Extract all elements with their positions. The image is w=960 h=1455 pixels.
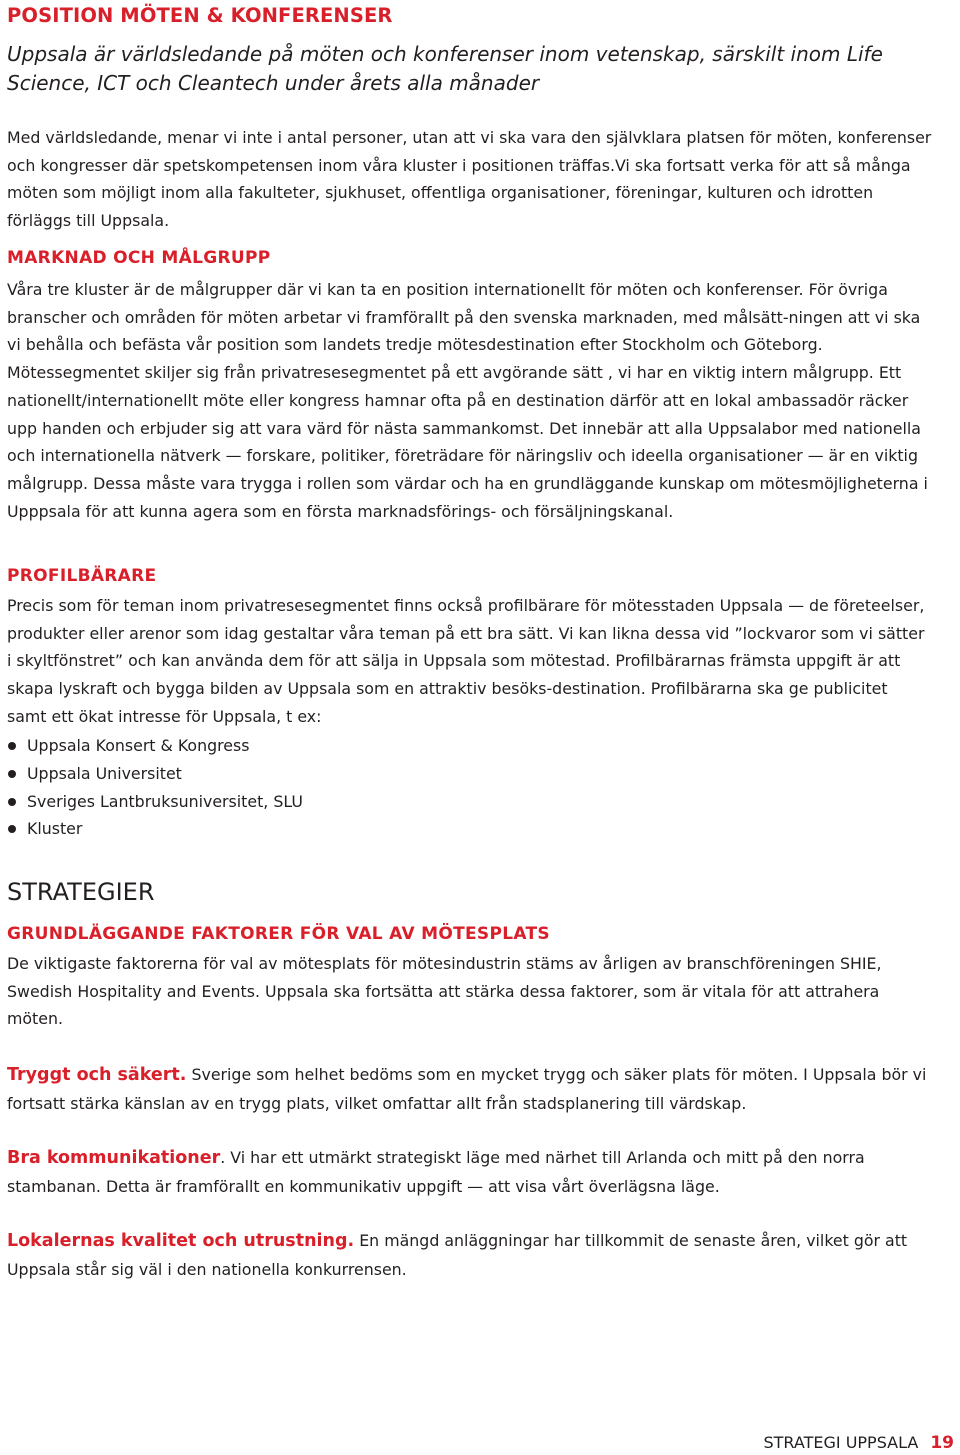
page-heading: POSITION MÖTEN & KONFERENSER [7,4,393,27]
bullet-icon [8,825,16,833]
bullet-icon [8,798,16,806]
factor-safety: Tryggt och säkert. Sverige som helhet bedöms som en mycket trygg och säker plats för möten. I Uppsala bör vi fortsatt stärka känslan av en trygg plats, vilket omfattar allt från stadsplanering till värdskap. [7,1065,927,1113]
factor-communications-title: Bra kommunikationer [7,1148,221,1168]
page-number: 19 [930,1433,954,1453]
footer-label: STRATEGI UPPSALA [763,1433,919,1452]
intro-paragraph: Med världsledande, menar vi inte i antal personer, utan att vi ska vara den självklara platsen för möten, konferenser och kongresser där spetskompetensen inom våra kluster i positionen träffas.Vi ska fortsatt verka för att så många möten som möjligt inom alla fakulteter, sjukhuset, offentliga organisationer, föreningar, kulturen och idrotten förläggs till Uppsala. [7,128,932,231]
list-item: Uppsala Universitet [7,760,303,788]
profile-paragraph: Precis som för teman inom privatresesegmentet finns också profilbärare för mötesstaden Uppsala — de företeelser, produkter eller arenor som idag gestaltar våra teman på ett bra sätt. Vi kan likna dessa vid ”lockvaror som vi sätter i skyltfönstret” och kan använda dem för att sälja in Uppsala som mötestad. Profilbärarnas främsta uppgift är att skapa lyskraft och bygga bilden av Uppsala som en attraktiv besöks-destination. Profilbärarna ska ge publicitet samt ett ökat intresse för Uppsala, t ex: [7,596,925,726]
bullet-icon [8,742,16,750]
strategies-subheading: GRUNDLÄGGANDE FAKTORER FÖR VAL AV MÖTESPLATS [7,924,550,944]
profile-bullet-list [7,732,303,843]
page-footer [764,1433,955,1453]
intro-lead: Uppsala är världsledande på möten och konferenser inom vetenskap, särskilt inom Life Science, ICT och Cleantech under årets alla månader [7,42,883,95]
strategies-paragraph: De viktigaste faktorerna för val av mötesplats för mötesindustrin stäms av årligen av branschföreningen SHIE, Swedish Hospitality and Events. Uppsala ska fortsätta att stärka dessa faktorer, som är vitala för att attrahera möten. [7,954,882,1029]
market-paragraph: Våra tre kluster är de målgrupper där vi kan ta en position internationellt för möten och konferenser. För övriga branscher och områden för möten arbetar vi framförallt på den svenska marknaden, med målsätt-ningen att vi ska vi behålla och befästa vår position som landets tredje mötesdestination efter Stockholm och Göteborg. Mötessegmentet skiljer sig från privatresesegmentet på ett avgörande sätt , vi har en viktig intern målgrupp. Ett nationellt/internationellt möte eller kongress hamnar ofta på en destination därför att en lokal ambassadör räcker upp handen och erbjuder sig att vara värd för nästa sammankomst. Det innebär att alla Uppsalabor med nationella och internationella nätverk — forskare, politiker, företrädare för näringsliv och ideella organisationer — är en viktig målgrupp. Dessa måste vara trygga i rollen som värdar och ha en grundläggande kunskap om mötesmöjligheterna i Upppsala för att kunna agera som en första marknadsförings- och försäljningskanal. [7,280,928,521]
factor-communications: Bra kommunikationer. Vi har ett utmärkt strategiskt läge med närhet till Arlanda och mitt på den norra stambanan. Detta är framförallt en kommunikativ uppgift — att visa vårt överlägsna läge. [7,1148,865,1196]
factor-venues-title: Lokalernas kvalitet och utrustning. [7,1231,355,1251]
strategies-heading: STRATEGIER [7,878,155,906]
profile-heading: PROFILBÄRARE [7,566,157,586]
bullet-icon [8,770,16,778]
factor-venues: Lokalernas kvalitet och utrustning. En mängd anläggningar har tillkommit de senaste åren, vilket gör att Uppsala står sig väl i den nationella konkurrensen. [7,1231,908,1279]
market-heading: MARKNAD OCH MÅLGRUPP [7,248,271,268]
list-item: Sveriges Lantbruksuniversitet, SLU [7,788,303,816]
list-item: Uppsala Konsert & Kongress [7,732,303,760]
list-item: Kluster [7,815,303,843]
factor-safety-title: Tryggt och säkert. [7,1065,187,1085]
